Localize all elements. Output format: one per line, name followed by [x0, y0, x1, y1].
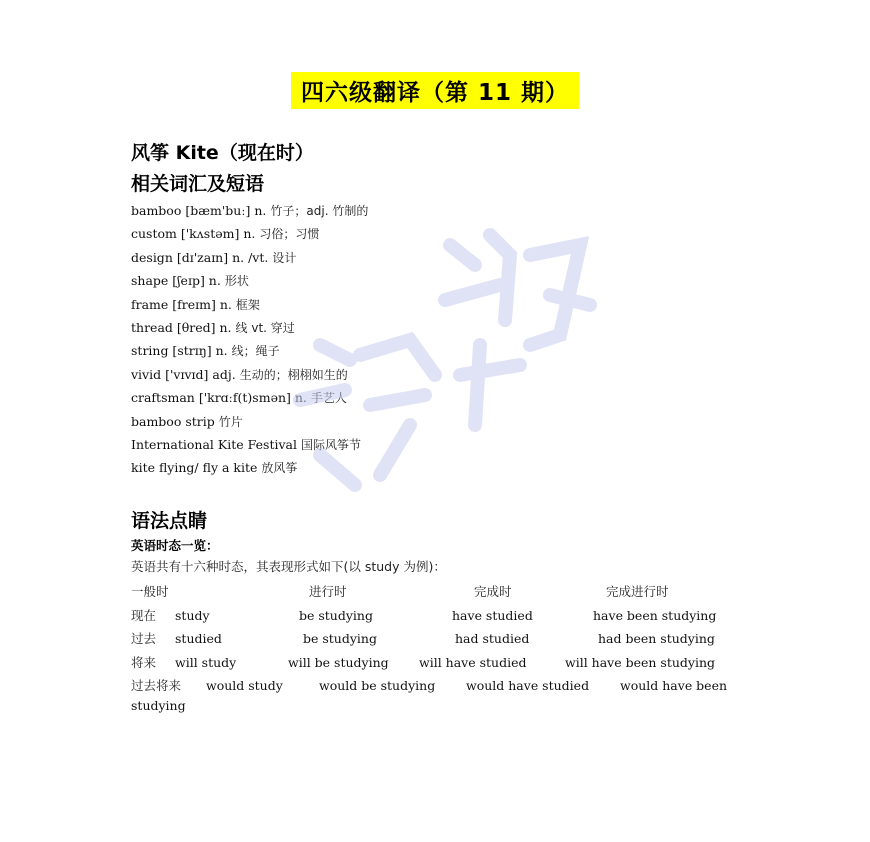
vocab-en: kite flying/ fly a kite	[131, 460, 258, 476]
tense-simple: will study	[175, 654, 237, 670]
vocab-en: frame [freɪm] n.	[131, 296, 232, 312]
vocab-zh: 线 vt. 穿过	[235, 320, 295, 335]
tense-perfect: have studied	[452, 607, 533, 623]
vocab-zh: 竹子；adj. 竹制的	[270, 204, 369, 218]
vocab-item	[131, 386, 368, 409]
page-title: 四六级翻译（第 11 期）	[291, 72, 579, 109]
vocab-item	[131, 293, 368, 316]
tense-perfect-progressive: had been studying	[598, 631, 715, 647]
tense-header-row	[131, 580, 751, 604]
tense-wrap-tail: studying	[131, 698, 186, 713]
vocab-zh: 设计	[272, 250, 297, 265]
vocab-en: vivid ['vɪvɪd] adj.	[131, 366, 236, 382]
tense-progressive: will be studying	[288, 654, 389, 670]
vocab-zh: 竹片	[218, 414, 243, 429]
tense-perfect-progressive: will have been studying	[565, 654, 716, 670]
tense-label: 现在	[131, 607, 157, 623]
tense-label: 过去将来	[131, 678, 182, 694]
vocab-zh: 线；绳子	[231, 344, 280, 359]
tense-progressive: would be studying	[319, 678, 436, 694]
vocab-list	[131, 199, 368, 480]
tense-row	[131, 627, 751, 651]
vocab-en: bamboo strip	[131, 413, 215, 429]
vocab-item	[131, 316, 368, 339]
vocab-item	[131, 246, 368, 269]
vocab-en: thread [θred] n.	[131, 319, 232, 335]
tense-row	[131, 674, 751, 698]
tense-perfect: would have studied	[466, 678, 590, 694]
tense-simple: studied	[175, 631, 222, 647]
tense-perfect-progressive: have been studying	[593, 607, 717, 623]
tense-row	[131, 604, 751, 628]
vocab-en: string [strɪŋ] n.	[131, 343, 228, 359]
tense-simple: study	[175, 607, 210, 623]
vocab-en: design [dɪ'zaɪn] n. /vt.	[131, 249, 269, 265]
grammar-subtitle: 英语时态一览：	[131, 538, 219, 553]
vocab-zh: 放风筝	[261, 461, 298, 476]
vocab-zh: 国际风筝节	[300, 437, 361, 452]
vocab-item	[131, 363, 368, 386]
vocab-en: bamboo [bæm'buː] n.	[131, 203, 267, 218]
tense-header-perfect: 完成时	[474, 584, 512, 599]
tense-perfect: will have studied	[419, 654, 527, 670]
vocab-en: craftsman ['krɑːf(t)smən] n.	[131, 390, 307, 406]
vocab-item	[131, 222, 368, 245]
vocab-zh: 形状	[224, 274, 249, 289]
tense-header-progressive: 进行时	[309, 584, 347, 599]
vocab-en: shape [ʃeɪp] n.	[131, 273, 221, 289]
vocab-item	[131, 433, 368, 456]
tense-label: 过去	[131, 631, 157, 647]
vocab-zh: 生动的；栩栩如生的	[239, 367, 348, 382]
tense-header-simple: 一般时	[131, 584, 169, 599]
vocab-item	[131, 199, 368, 222]
vocab-item	[131, 456, 368, 479]
vocab-en: International Kite Festival	[131, 436, 297, 452]
tense-simple: would study	[206, 678, 283, 694]
tense-perfect-progressive: would have been	[620, 678, 728, 694]
vocab-item	[131, 410, 368, 433]
section-heading-grammar: 语法点睛	[131, 510, 208, 532]
tense-perfect: had studied	[455, 631, 530, 647]
tense-progressive: be studying	[299, 607, 373, 623]
vocab-zh: 手艺人	[310, 391, 347, 406]
section-heading-kite: 风筝 Kite（现在时）	[131, 142, 314, 164]
section-heading-vocab: 相关词汇及短语	[131, 173, 265, 195]
title-container	[0, 72, 870, 109]
vocab-zh: 框架	[235, 297, 260, 312]
vocab-item	[131, 269, 368, 292]
vocab-zh: 习俗；习惯	[259, 227, 320, 242]
grammar-intro: 英语共有十六种时态，其表现形式如下(以 study 为例)：	[131, 559, 446, 574]
tense-header-perfect-progressive: 完成进行时	[606, 584, 669, 599]
tense-label: 将来	[131, 654, 157, 670]
tense-table	[131, 580, 751, 698]
tense-progressive: be studying	[303, 631, 377, 647]
vocab-item	[131, 339, 368, 362]
vocab-en: custom ['kʌstəm] n.	[131, 226, 256, 242]
tense-row	[131, 651, 751, 675]
